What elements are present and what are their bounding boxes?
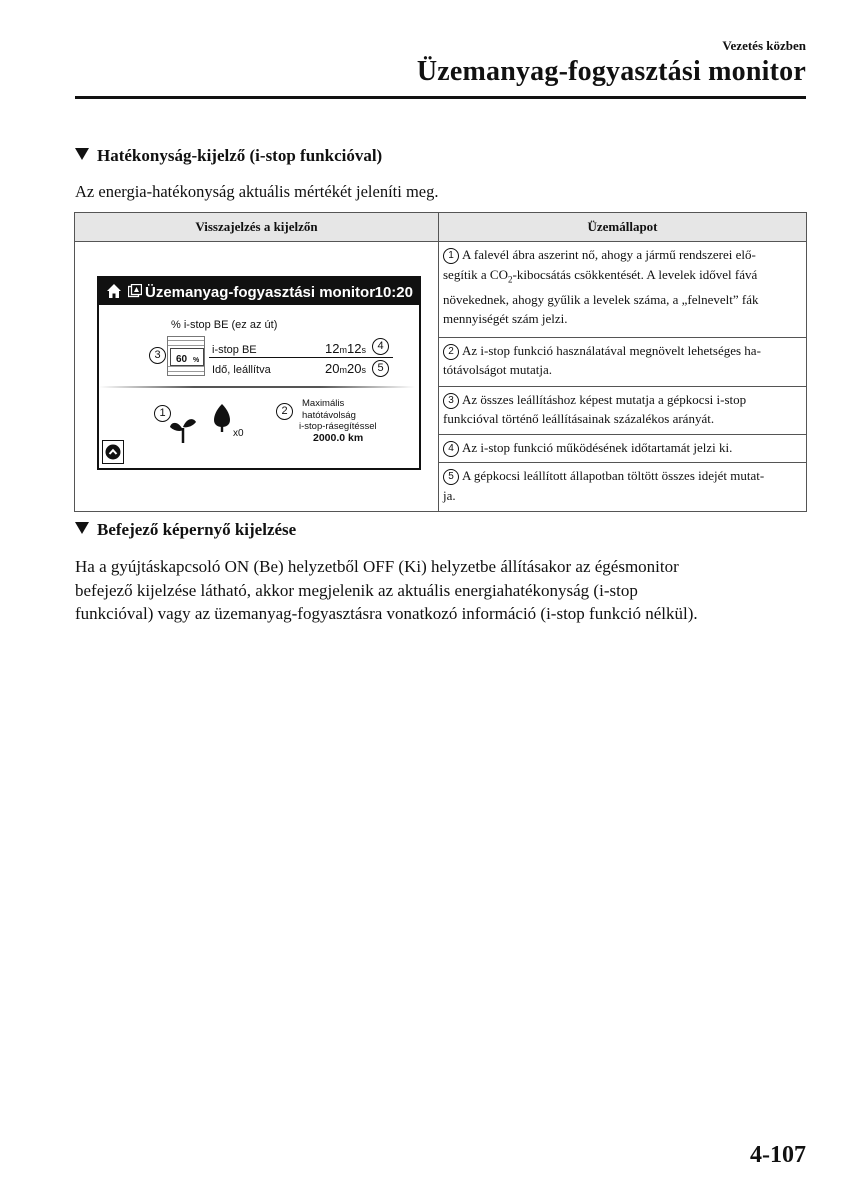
- triangle-bullet-icon: [75, 148, 89, 160]
- page-title: Üzemanyag-fogyasztási monitor: [416, 56, 806, 87]
- status-text: mennyiségét szám jelzi.: [443, 311, 568, 327]
- status-text: Az összes leállításhoz képest mutatja a gépkocsi i-stop: [462, 391, 747, 407]
- range-label-line2: hatótávolság: [302, 409, 356, 421]
- chevron-up-icon: [105, 444, 121, 460]
- status-text: Az i-stop funkció használatával megnövelt lehetséges ha-: [462, 342, 761, 358]
- scroll-up-button[interactable]: [102, 440, 124, 464]
- gauge-readout: [170, 348, 204, 366]
- status-cell-4: [439, 435, 807, 463]
- subscript: 2: [508, 274, 513, 285]
- section-heading-final-screen: [75, 520, 296, 540]
- tree-icon: [212, 403, 232, 433]
- page-number: 4-107: [750, 1142, 806, 1168]
- display-status-table: [74, 212, 807, 512]
- istop-s-unit: s: [361, 345, 366, 355]
- idle-minutes: 20: [325, 361, 340, 376]
- gauge-value: 60: [176, 354, 188, 365]
- istop-m-unit: m: [339, 345, 347, 355]
- status-text: ja.: [443, 487, 456, 503]
- status-text: növekednek, ahogy gyűlik a levelek száma, a „felnevelt” fák: [443, 291, 759, 307]
- number-circle: 1: [443, 248, 459, 264]
- callout-1: 1: [154, 405, 171, 422]
- screen-title: Üzemanyag-fogyasztási monitor: [145, 284, 376, 301]
- status-text: segítik a CO: [443, 266, 508, 282]
- istop-gauge: [167, 336, 205, 376]
- istop-seconds: 12: [346, 341, 362, 356]
- paragraph-line: funkcióval) vagy az üzemanyag-fogyasztásra vonatkozó információ (i-stop funkció nélkül).: [75, 604, 698, 623]
- range-value: 2000.0 km: [313, 431, 364, 444]
- home-icon: [106, 283, 122, 299]
- istop-minutes: 12: [325, 341, 340, 356]
- idle-s-unit: s: [361, 365, 366, 375]
- range-label-line1: Maximális: [302, 398, 345, 409]
- divider-line: [209, 357, 393, 358]
- status-text: A falevél ábra aszerint nő, ahogy a jármű rendszerei elő-: [462, 247, 756, 262]
- title-rule: [75, 96, 806, 99]
- body-paragraph: [75, 555, 815, 626]
- status-text: funkcióval történő leállításainak százalékos arányát.: [443, 411, 715, 427]
- number-circle: 3: [443, 393, 459, 409]
- status-text: A gépkocsi leállított állapotban töltött összes idejét mutat-: [462, 468, 765, 484]
- section-heading-text: Hatékonyság-kijelző (i-stop funkcióval): [97, 146, 383, 165]
- tree-count: x0: [233, 428, 244, 439]
- number-circle: 2: [443, 344, 459, 360]
- display-screen-cell: [75, 242, 439, 512]
- callout-2: 2: [276, 403, 293, 420]
- max-range-info: [299, 398, 377, 444]
- idle-duration: [325, 359, 366, 381]
- screen-clock: 10:20: [374, 284, 413, 301]
- range-label-line3: i-stop-rásegítéssel: [299, 421, 377, 432]
- callout-4: 4: [372, 338, 389, 355]
- intro-text: Az energia-hatékonyság aktuális mértékét jeleníti meg.: [75, 182, 439, 201]
- number-circle: 5: [443, 469, 459, 485]
- section-heading-text: Befejező képernyő kijelzése: [97, 520, 297, 539]
- table-header-row: [75, 213, 807, 242]
- istop-on-label: i-stop BE: [212, 344, 257, 356]
- monitor-screen: [97, 276, 421, 470]
- status-cell-5: [439, 463, 807, 512]
- status-cell-1: [439, 242, 807, 338]
- gauge-unit: %: [193, 357, 200, 364]
- col-header-display: Visszajelzés a kijelzőn: [75, 213, 439, 242]
- triangle-bullet-icon: [75, 522, 89, 534]
- paragraph-line: befejező kijelzése látható, akkor megjelenik az aktuális energiahatékonyság (i-stop: [75, 580, 638, 600]
- status-cell-3: [439, 386, 807, 435]
- section-separator: [99, 386, 415, 388]
- idle-m-unit: m: [339, 365, 347, 375]
- section-label: Vezetés közben: [722, 38, 806, 53]
- callout-3: 3: [149, 347, 166, 364]
- callout-5: 5: [372, 360, 389, 377]
- sprout-icon: [169, 414, 197, 444]
- status-text: -kibocsátás csökkentését. A levelek idővel fává: [512, 266, 758, 282]
- screen-title-bar: [99, 278, 419, 305]
- istop-percent-label: % i-stop BE (ez az út): [171, 319, 278, 331]
- idle-time-label: Idő, leállítva: [212, 364, 271, 376]
- status-cell-2: [439, 337, 807, 386]
- section-heading-efficiency: [75, 146, 382, 166]
- table-row: [75, 242, 807, 338]
- status-text: tótávolságot mutatja.: [443, 362, 553, 378]
- number-circle: 4: [443, 441, 459, 457]
- status-text: Az i-stop funkció működésének időtartamát jelzi ki.: [462, 440, 733, 456]
- app-icon: [128, 284, 142, 298]
- idle-seconds: 20: [346, 361, 362, 376]
- paragraph-line: Ha a gyújtáskapcsoló ON (Be) helyzetből OFF (Ki) helyzetbe állításakor az égésmonitor: [75, 557, 679, 576]
- col-header-status: Üzemállapot: [439, 213, 807, 242]
